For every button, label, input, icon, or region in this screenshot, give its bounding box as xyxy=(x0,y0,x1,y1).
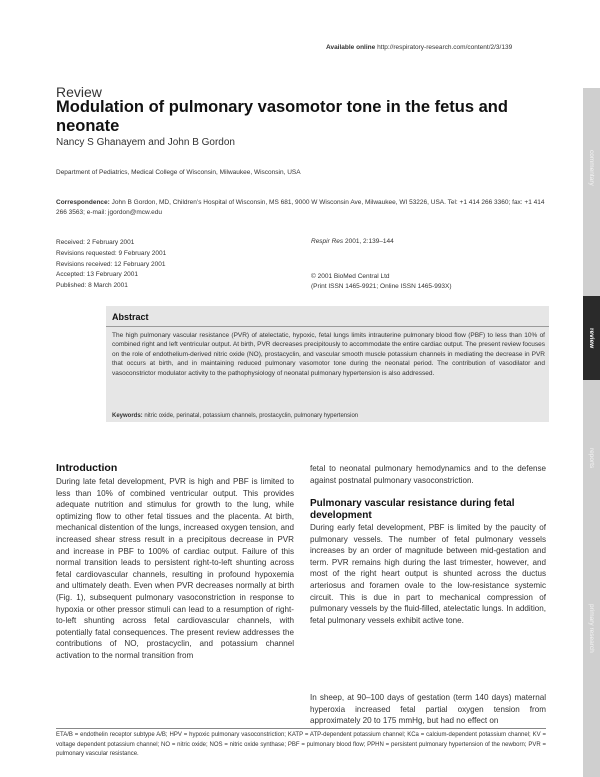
affiliation: Department of Pediatrics, Medical College of Wisconsin, Milwaukee, Wisconsin, USA xyxy=(56,169,301,176)
authors: Nancy S Ghanayem and John B Gordon xyxy=(56,137,235,148)
journal-details: 2001, 2:139–144 xyxy=(344,238,394,245)
pvr-heading: Pulmonary vascular resistance during fetal development xyxy=(310,498,515,521)
keywords-label: Keywords: xyxy=(112,413,143,419)
date-published: Published: 8 March 2001 xyxy=(56,282,128,290)
date-received: Received: 2 February 2001 xyxy=(56,239,135,246)
publication-dates xyxy=(56,238,166,292)
abbreviations-footnote: ETA/B = endothelin receptor subtype A/B; HPV = hypoxic pulmonary vasoconstriction; KATP = ATP-dependent potassium channel; KCa = calcium-dependent potassium channel; KV = voltage dependent potassium channel; NO = nitric oxide; NOS = nitric oxide synthase; PBF = pulmonary blood flow; PPHN = persistent pulmonary hypertension of the newborn; PVR = pulmonary vascular resistance. xyxy=(56,732,546,758)
article-url[interactable]: http://respiratory-research.com/content/2/3/139 xyxy=(377,44,513,51)
copyright xyxy=(311,272,452,291)
pvr-paragraph-2: In sheep, at 90–100 days of gestation (term 140 days) maternal hyperoxia increased fetal partial oxygen tension from approximately 20 to 175 mmHg, but had no effect on xyxy=(310,693,546,726)
intro-heading: Introduction xyxy=(56,462,118,474)
keywords xyxy=(112,413,545,419)
intro-text: During late fetal development, PVR is high and PBF is limited to less than 10% of combined ventricular output. This provides adequate nutrition and stimulus for growth to the lung, while optimizing flow to other fetal tissues and the placenta. At birth, mechanical distention of the lungs, increased oxygen tension, and increased shear stress result in a precipitous decrease in PVR and increase in PBF to 100% of cardiac output. Failure of this normal transition leads to persistent right-to-left shunting across fetal cardiovascular channels, resulting in profound hypoxemia and ultimately death. Even when PVR decreases normally at birth (Fig. 1), subsequent pulmonary vasoconstriction in response to hypoxia or other pressor stimuli can lead to a resumption of right-to-left shunting across fetal cardiovascular channels, with potentially fatal consequences. The present review addresses the contributions of NO, prostacyclin, and potassium channel activation to the normal transition from xyxy=(56,477,294,660)
footnote-divider xyxy=(56,728,546,729)
tab-commentary[interactable]: commentary xyxy=(588,150,595,186)
intro-continuation: fetal to neonatal pulmonary hemodynamics and to the defense against postnatal pulmonary vasoconstriction. xyxy=(310,464,546,485)
correspondence-text: John B Gordon, MD, Children’s Hospital of Wisconsin, MS 681, 9000 W Wisconsin Ave, Milwaukee, WI 53226, USA. Tel: +1 414 266 3360; fax: +1 414 266 3563; e-mail: jgordon@mcw.edu xyxy=(56,199,545,216)
tab-primary-research[interactable]: primary research xyxy=(588,603,595,653)
tab-review-label: review xyxy=(588,327,595,349)
issn-line: (Print ISSN 1465-9921; Online ISSN 1465-993X) xyxy=(311,282,452,290)
tab-review-active[interactable] xyxy=(583,296,600,380)
abstract-divider xyxy=(106,326,549,327)
date-revisions-received: Revisions received: 12 February 2001 xyxy=(56,260,166,268)
date-accepted: Accepted: 13 February 2001 xyxy=(56,271,139,279)
copyright-line: © 2001 BioMed Central Ltd xyxy=(311,273,390,280)
keywords-list: nitric oxide, perinatal, potassium channels, prostacyclin, pulmonary hypertension xyxy=(144,413,359,419)
journal-name: Respir Res xyxy=(311,238,344,245)
journal-reference xyxy=(311,238,394,245)
date-revisions-requested: Revisions requested: 9 February 2001 xyxy=(56,249,167,257)
abstract-heading: Abstract xyxy=(112,312,149,322)
article-title: Modulation of pulmonary vasomotor tone in the fetus and neonate xyxy=(56,98,508,135)
correspondence-label: Correspondence: xyxy=(56,199,110,206)
tab-reports[interactable]: reports xyxy=(588,447,595,469)
section-sidebar xyxy=(583,88,600,777)
pvr-paragraph-1: During early fetal development, PBF is limited by the paucity of pulmonary vessels. The number of fetal pulmonary vessels increases by an order of magnitude between mid-gestation and term. PVR remains high during the last trimester, however, and most of the right heart output is shunted across the ductus arteriosus and foramen ovale to the low-resistance systemic circuit. This is due in part to mechanical compression of pulmonary vessels by the fluid-filled, atelectatic lungs. In addition, fetal pulmonary vessels exhibit active tone. xyxy=(310,523,546,625)
section-label: Review xyxy=(56,84,102,100)
availability-line xyxy=(326,44,512,51)
available-label: Available online xyxy=(326,44,376,51)
correspondence xyxy=(56,198,546,217)
abstract-text: The high pulmonary vascular resistance (PVR) of atelectatic, hypoxic, fetal lungs limits intrauterine pulmonary blood flow (PBF) to less than 10% of combined right and left ventricular output. At birth, PVR decreases precipitously to accommodate the entire cardiac output. The present review focuses on the role of endothelium-derived nitric oxide (NO), prostacyclin, and vascular smooth muscle potassium channels in mediating the decrease in PVR that occurs at birth, and in maintaining reduced pulmonary vasomotor tone during the neonatal period. The contribution of vasodilator and vasoconstrictor modulator activity to the pathophysiology of neonatal pulmonary hypertension is also addressed. xyxy=(112,332,545,377)
